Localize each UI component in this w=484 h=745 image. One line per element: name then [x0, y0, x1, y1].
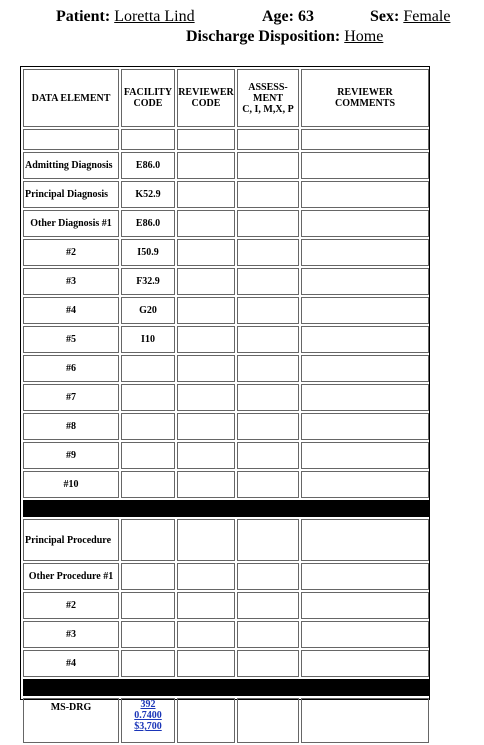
assessment-cell[interactable] [237, 152, 299, 179]
comments-cell[interactable] [301, 519, 429, 561]
col-reviewer-code: REVIEWER CODE [177, 69, 235, 127]
reviewer-code-cell[interactable] [177, 413, 235, 440]
diagnosis-label: Admitting Diagnosis [23, 152, 119, 179]
facility-code [121, 592, 175, 619]
age-line [262, 8, 314, 26]
procedure-row [23, 592, 429, 619]
reviewer-code-cell[interactable] [177, 239, 235, 266]
diagnosis-row [23, 268, 429, 295]
facility-code [121, 384, 175, 411]
diagnosis-label: #2 [23, 239, 119, 266]
procedure-label: #4 [23, 650, 119, 677]
comments-cell[interactable] [301, 384, 429, 411]
ms-drg-label: MS-DRG [23, 698, 119, 743]
col-facility-code: FACILITY CODE [121, 69, 175, 127]
facility-code: I10 [121, 326, 175, 353]
assessment-cell[interactable] [237, 471, 299, 498]
col-reviewer-comments: REVIEWER COMMENTS [301, 69, 429, 127]
diagnosis-row [23, 384, 429, 411]
comments-cell[interactable] [301, 650, 429, 677]
ms-drg-row [23, 698, 429, 743]
facility-code: F32.9 [121, 268, 175, 295]
assessment-cell[interactable] [237, 563, 299, 590]
diagnosis-row [23, 210, 429, 237]
diagnosis-label: #9 [23, 442, 119, 469]
reviewer-code-cell[interactable] [177, 326, 235, 353]
procedure-label: Other Procedure #1 [23, 563, 119, 590]
discharge-value: Home [344, 28, 384, 45]
facility-code [121, 355, 175, 382]
discharge-line [186, 28, 383, 46]
reviewer-code-cell[interactable] [177, 650, 235, 677]
facility-code: K52.9 [121, 181, 175, 208]
coding-review-form [20, 66, 430, 732]
procedure-row [23, 650, 429, 677]
procedure-row [23, 621, 429, 648]
procedure-row [23, 519, 429, 561]
comments-cell[interactable] [301, 442, 429, 469]
facility-code [121, 519, 175, 561]
assessment-cell[interactable] [237, 239, 299, 266]
reviewer-code-cell[interactable] [177, 471, 235, 498]
comments-cell[interactable] [301, 181, 429, 208]
procedure-label: Principal Procedure [23, 519, 119, 561]
reviewer-code-cell[interactable] [177, 563, 235, 590]
ms-drg-weight-link[interactable]: 0.7400 [134, 710, 162, 721]
comments-cell[interactable] [301, 471, 429, 498]
diagnosis-row [23, 413, 429, 440]
diagnosis-label: #4 [23, 297, 119, 324]
diagnosis-label: #10 [23, 471, 119, 498]
reviewer-code-cell[interactable] [177, 268, 235, 295]
comments-cell[interactable] [301, 592, 429, 619]
diagnosis-row [23, 181, 429, 208]
assessment-cell[interactable] [237, 181, 299, 208]
sex-line [370, 8, 450, 26]
age-label: Age: [262, 8, 294, 25]
reviewer-code-cell[interactable] [177, 621, 235, 648]
assessment-cell[interactable] [237, 210, 299, 237]
reviewer-code-cell[interactable] [177, 592, 235, 619]
assessment-cell[interactable] [237, 355, 299, 382]
age-value: 63 [297, 8, 314, 25]
facility-code [121, 563, 175, 590]
discharge-label: Discharge Disposition: [186, 28, 341, 45]
facility-code [121, 413, 175, 440]
facility-code [121, 442, 175, 469]
diagnosis-row [23, 355, 429, 382]
facility-code [121, 621, 175, 648]
diagnosis-label: #5 [23, 326, 119, 353]
diagnosis-label: #3 [23, 268, 119, 295]
coding-table [21, 67, 431, 745]
reviewer-code-cell[interactable] [177, 355, 235, 382]
section-divider [23, 500, 429, 517]
facility-code: I50.9 [121, 239, 175, 266]
diagnosis-label: Principal Diagnosis [23, 181, 119, 208]
comments-cell[interactable] [301, 239, 429, 266]
ms-drg-payment-link[interactable]: $3,700 [134, 721, 162, 732]
procedure-label: #3 [23, 621, 119, 648]
reviewer-code-cell[interactable] [177, 181, 235, 208]
comments-cell[interactable] [301, 210, 429, 237]
reviewer-code-cell[interactable] [177, 698, 235, 743]
patient-name-line [56, 8, 195, 26]
comments-cell[interactable] [301, 621, 429, 648]
comments-cell[interactable] [301, 563, 429, 590]
col-data-element: DATA ELEMENT [23, 69, 119, 127]
sex-label: Sex: [370, 8, 400, 25]
facility-code: E86.0 [121, 152, 175, 179]
reviewer-code-cell[interactable] [177, 210, 235, 237]
procedure-row [23, 563, 429, 590]
assessment-cell[interactable] [237, 326, 299, 353]
col-assessment: ASSESS- MENT C, I, M,X, P [237, 69, 299, 127]
reviewer-code-cell[interactable] [177, 152, 235, 179]
comments-cell[interactable] [301, 355, 429, 382]
assessment-cell[interactable] [237, 268, 299, 295]
assessment-cell[interactable] [237, 698, 299, 743]
reviewer-code-cell[interactable] [177, 519, 235, 561]
patient-label: Patient: [56, 8, 111, 25]
assessment-cell[interactable] [237, 592, 299, 619]
diagnosis-row [23, 326, 429, 353]
comments-cell[interactable] [301, 326, 429, 353]
reviewer-code-cell[interactable] [177, 384, 235, 411]
section-divider [23, 679, 429, 696]
facility-code [121, 650, 175, 677]
assessment-cell[interactable] [237, 384, 299, 411]
assessment-cell[interactable] [237, 442, 299, 469]
diagnosis-row [23, 239, 429, 266]
assessment-cell[interactable] [237, 650, 299, 677]
reviewer-code-cell[interactable] [177, 297, 235, 324]
diagnosis-label: #6 [23, 355, 119, 382]
assessment-cell[interactable] [237, 519, 299, 561]
spacer-row [23, 129, 429, 150]
diagnosis-row [23, 442, 429, 469]
facility-code [121, 471, 175, 498]
comments-cell[interactable] [301, 268, 429, 295]
comments-cell[interactable] [301, 297, 429, 324]
sex-value: Female [403, 8, 451, 25]
diagnosis-row [23, 152, 429, 179]
assessment-cell[interactable] [237, 413, 299, 440]
facility-code: G20 [121, 297, 175, 324]
diagnosis-label: Other Diagnosis #1 [23, 210, 119, 237]
comments-cell[interactable] [301, 152, 429, 179]
facility-code: E86.0 [121, 210, 175, 237]
diagnosis-label: #7 [23, 384, 119, 411]
reviewer-code-cell[interactable] [177, 442, 235, 469]
diagnosis-label: #8 [23, 413, 119, 440]
comments-cell[interactable] [301, 413, 429, 440]
diagnosis-row [23, 471, 429, 498]
assessment-cell[interactable] [237, 297, 299, 324]
ms-drg-values [121, 698, 175, 743]
comments-cell[interactable] [301, 698, 429, 743]
ms-drg-code-link[interactable]: 392 [140, 699, 156, 710]
diagnosis-row [23, 297, 429, 324]
patient-name: Loretta Lind [114, 8, 195, 25]
assessment-cell[interactable] [237, 621, 299, 648]
procedure-label: #2 [23, 592, 119, 619]
header-row [23, 69, 429, 127]
